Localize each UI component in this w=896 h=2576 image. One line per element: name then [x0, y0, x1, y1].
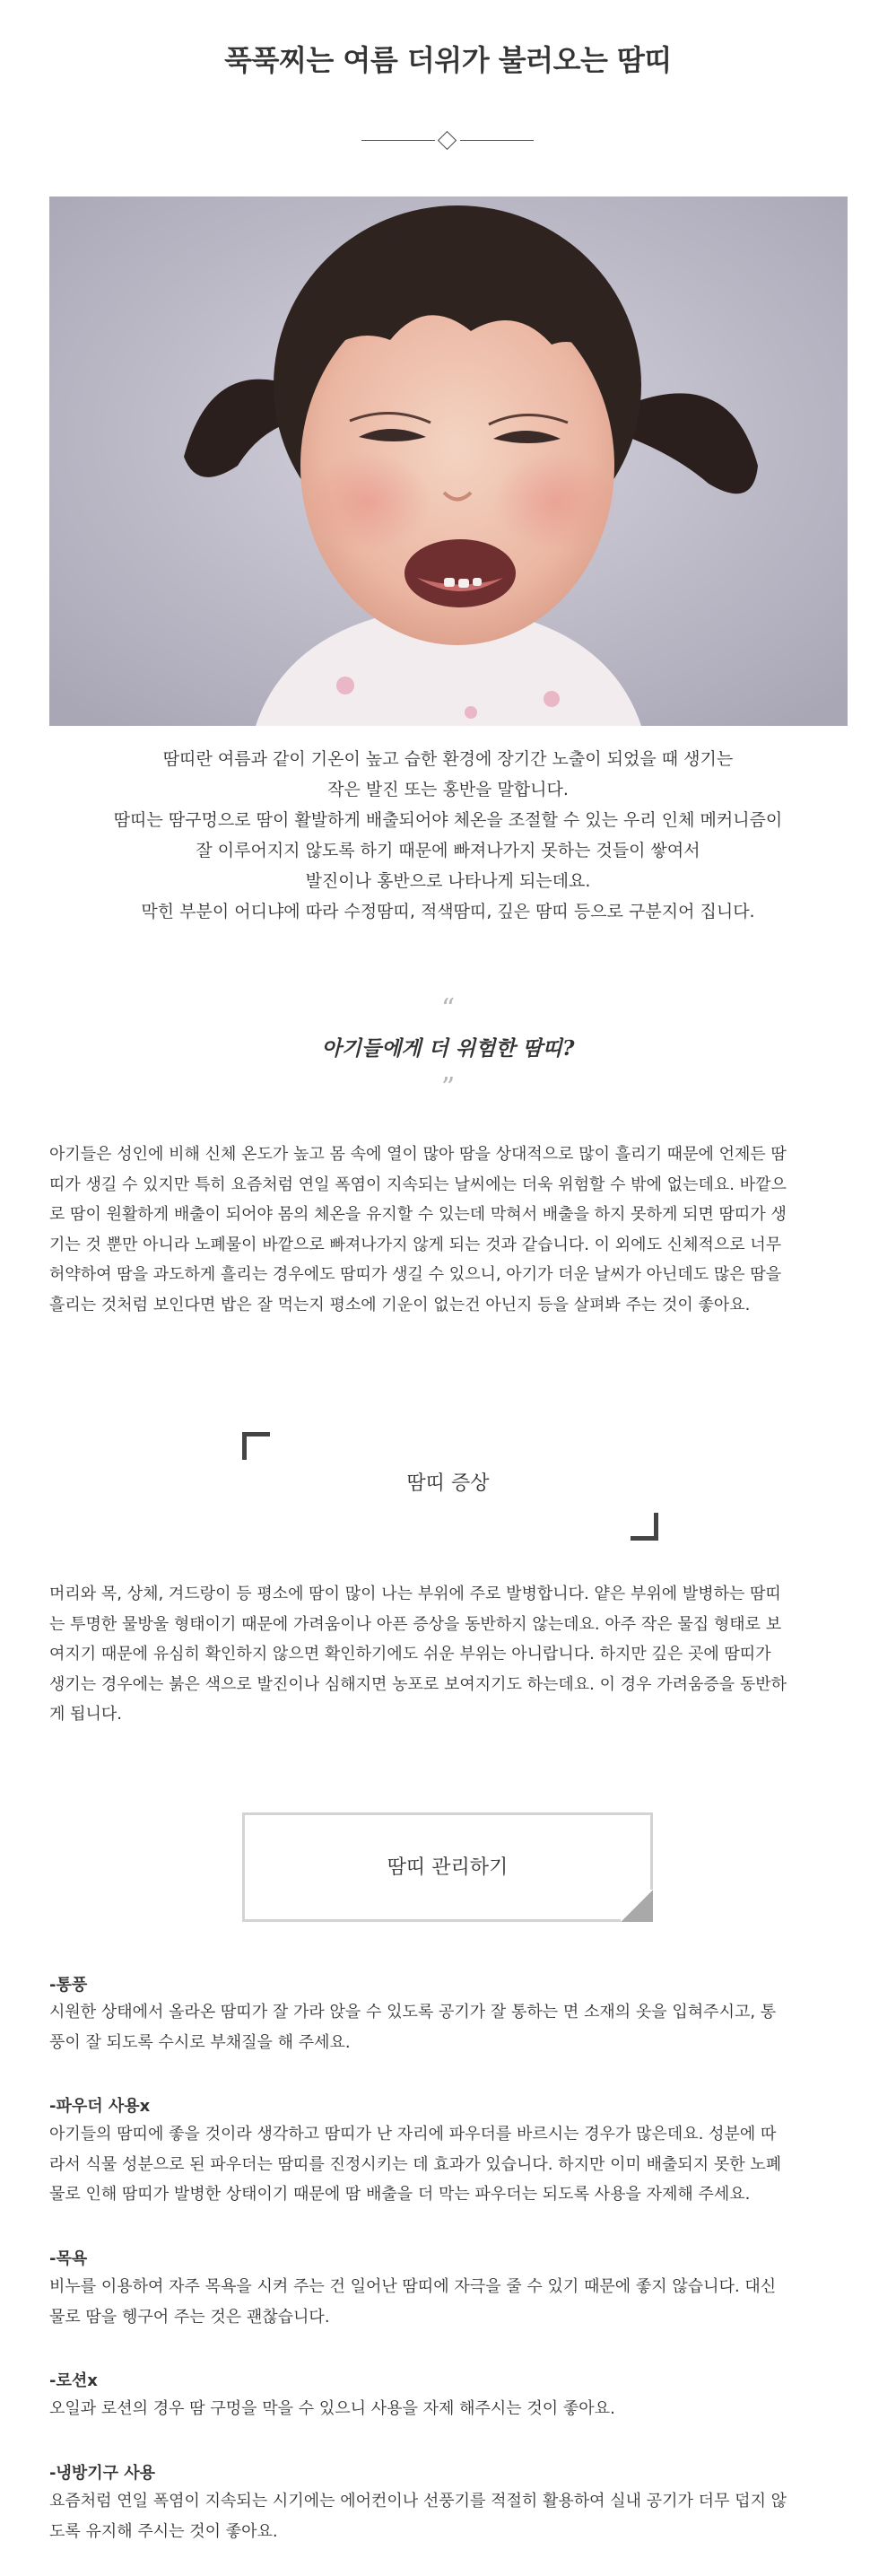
crying-toddler-illustration: [49, 196, 848, 726]
bracket-corner-icon: [631, 1513, 658, 1541]
care-item-line: 물로 땀을 헹구어 주는 것은 괜찮습니다.: [49, 2307, 330, 2327]
divider-line-left: [361, 140, 435, 141]
hero-image: [49, 196, 848, 726]
care-item-line: 라서 식물 성분으로 된 파우더는 땀띠를 진정시키는 데 효과가 있습니다. 하지만 이미 배출되지 못한 노폐: [49, 2154, 782, 2174]
care-item-body: [49, 1997, 848, 2057]
care-item-line: 비누를 이용하여 자주 목욕을 시켜 주는 건 일어난 땀띠에 자극을 줄 수 있기 때문에 좋지 않습니다. 대신: [49, 2277, 777, 2296]
intro-line: 땀띠는 땀구멍으로 땀이 활발하게 배출되어야 체온을 조절할 수 있는 우리 인체 메커니즘이: [113, 810, 783, 830]
intro-line: 막힌 부분이 어디냐에 따라 수정땀띠, 적색땀띠, 깊은 땀띠 등으로 구분지어 집니다.: [141, 902, 755, 921]
symptoms-heading: 땀띠 증상: [406, 1472, 490, 1495]
care-item-title: -목욕: [49, 2249, 88, 2268]
care-item-line: 시원한 상태에서 올라온 땀띠가 잘 가라 앉을 수 있도록 공기가 잘 통하는 면 소재의 옷을 입혀주시고, 통: [49, 2003, 777, 2022]
paragraph-line: 생기는 경우에는 붉은 색으로 발진이나 심해지면 농포로 보여지기도 하는데요. 이 경우 가려움증을 동반하: [49, 1674, 787, 1694]
folded-corner-icon: [621, 1890, 653, 1922]
close-quote-icon: ”: [440, 1072, 456, 1104]
care-item-line: 오일과 로션의 경우 땀 구멍을 막을 수 있으니 사용을 자제 해주시는 것이 좋아요.: [49, 2399, 615, 2418]
care-item-body: [49, 2486, 848, 2546]
symptoms-paragraph: [49, 1579, 848, 1730]
care-item-title: -파우더 사용x: [49, 2097, 151, 2116]
baby-paragraph: [49, 1140, 848, 1320]
paragraph-line: 허약하여 땀을 과도하게 흘리는 경우에도 땀띠가 생길 수 있으니, 아기가 더운 날씨가 아닌데도 많은 땀을: [49, 1265, 782, 1284]
intro-line: 작은 발진 또는 홍반을 말합니다.: [327, 780, 569, 799]
care-item-body: [49, 2119, 848, 2210]
care-item-title: -냉방기구 사용: [49, 2464, 156, 2483]
care-item-line: 아기들의 땀띠에 좋을 것이라 생각하고 땀띠가 난 자리에 파우더를 바르시는 경우가 많은데요. 성분에 따: [49, 2125, 777, 2144]
intro-line: 땀띠란 여름과 같이 기온이 높고 습한 환경에 장기간 노출이 되었을 때 생기는: [162, 749, 734, 769]
paragraph-line: 띠가 생길 수 있지만 특히 요즘처럼 연일 폭염이 지속되는 날씨에는 더욱 위험할 수 밖에 없는데요. 바깥으: [49, 1174, 787, 1194]
diamond-icon: [438, 131, 457, 150]
paragraph-line: 흘리는 것처럼 보인다면 밥은 잘 먹는지 평소에 기운이 없는건 아닌지 등을 살펴봐 주는 것이 좋아요.: [49, 1295, 751, 1314]
open-quote-icon: “: [440, 993, 456, 1025]
care-item-line: 풍이 잘 되도록 수시로 부채질을 해 주세요.: [49, 2032, 351, 2052]
care-item-body: [49, 2272, 848, 2332]
care-item-title: -통풍: [49, 1976, 88, 1995]
care-item-line: 요즘처럼 연일 폭염이 지속되는 시기에는 에어컨이나 선풍기를 적절히 활용하여 실내 공기가 더무 덥지 않: [49, 2492, 787, 2511]
paragraph-line: 게 됩니다.: [49, 1705, 122, 1724]
paragraph-line: 아기들은 성인에 비해 신체 온도가 높고 몸 속에 열이 많아 땀을 상대적으로 많이 흘리기 때문에 언제든 땀: [49, 1145, 787, 1164]
paragraph-line: 여지기 때문에 유심히 확인하지 않으면 확인하기에도 쉬운 부위는 아니랍니다. 하지만 깊은 곳에 땀띠가: [49, 1645, 771, 1663]
intro-line: 잘 이루어지지 않도록 하기 때문에 빠져나가지 못하는 것들이 쌓여서: [196, 841, 700, 860]
title-divider: [361, 132, 534, 150]
quote-heading: 아기들에게 더 위험한 땀띠?: [321, 1036, 575, 1061]
care-item-line: 물로 인해 땀띠가 발병한 상태이기 때문에 땀 배출을 더 막는 파우더는 되도록 사용을 자제해 주세요.: [49, 2185, 751, 2204]
care-item-line: 도록 유지해 주시는 것이 좋아요.: [49, 2521, 278, 2541]
paragraph-line: 머리와 목, 상체, 겨드랑이 등 평소에 땀이 많이 나는 부위에 주로 발병합니다. 얕은 부위에 발병하는 땀띠: [49, 1585, 781, 1603]
divider-line-right: [460, 140, 534, 141]
page-title: 푹푹찌는 여름 더위가 불러오는 땀띠: [224, 43, 672, 77]
paragraph-line: 는 투명한 물방울 형태이기 때문에 가려움이나 아픈 증상을 동반하지 않는데요. 아주 작은 물집 형태로 보: [49, 1614, 782, 1634]
intro-line: 발진이나 홍반으로 나타나게 되는데요.: [305, 871, 591, 891]
bracket-corner-icon: [242, 1432, 270, 1460]
intro-text: [0, 744, 896, 927]
paragraph-line: 기는 것 뿐만 아니라 노폐물이 바깥으로 빠져나가지 않게 되는 것과 같습니다. 이 외에도 신체적으로 너무: [49, 1235, 782, 1254]
care-heading: 땀띠 관리하기: [387, 1856, 509, 1879]
paragraph-line: 로 땀이 원활하게 배출이 되어야 몸의 체온을 유지할 수 있는데 막혀서 배출을 하지 못하게 되면 땀띠가 생: [49, 1205, 787, 1224]
care-item-title: -로션x: [49, 2371, 98, 2390]
care-item-body: [49, 2394, 848, 2424]
